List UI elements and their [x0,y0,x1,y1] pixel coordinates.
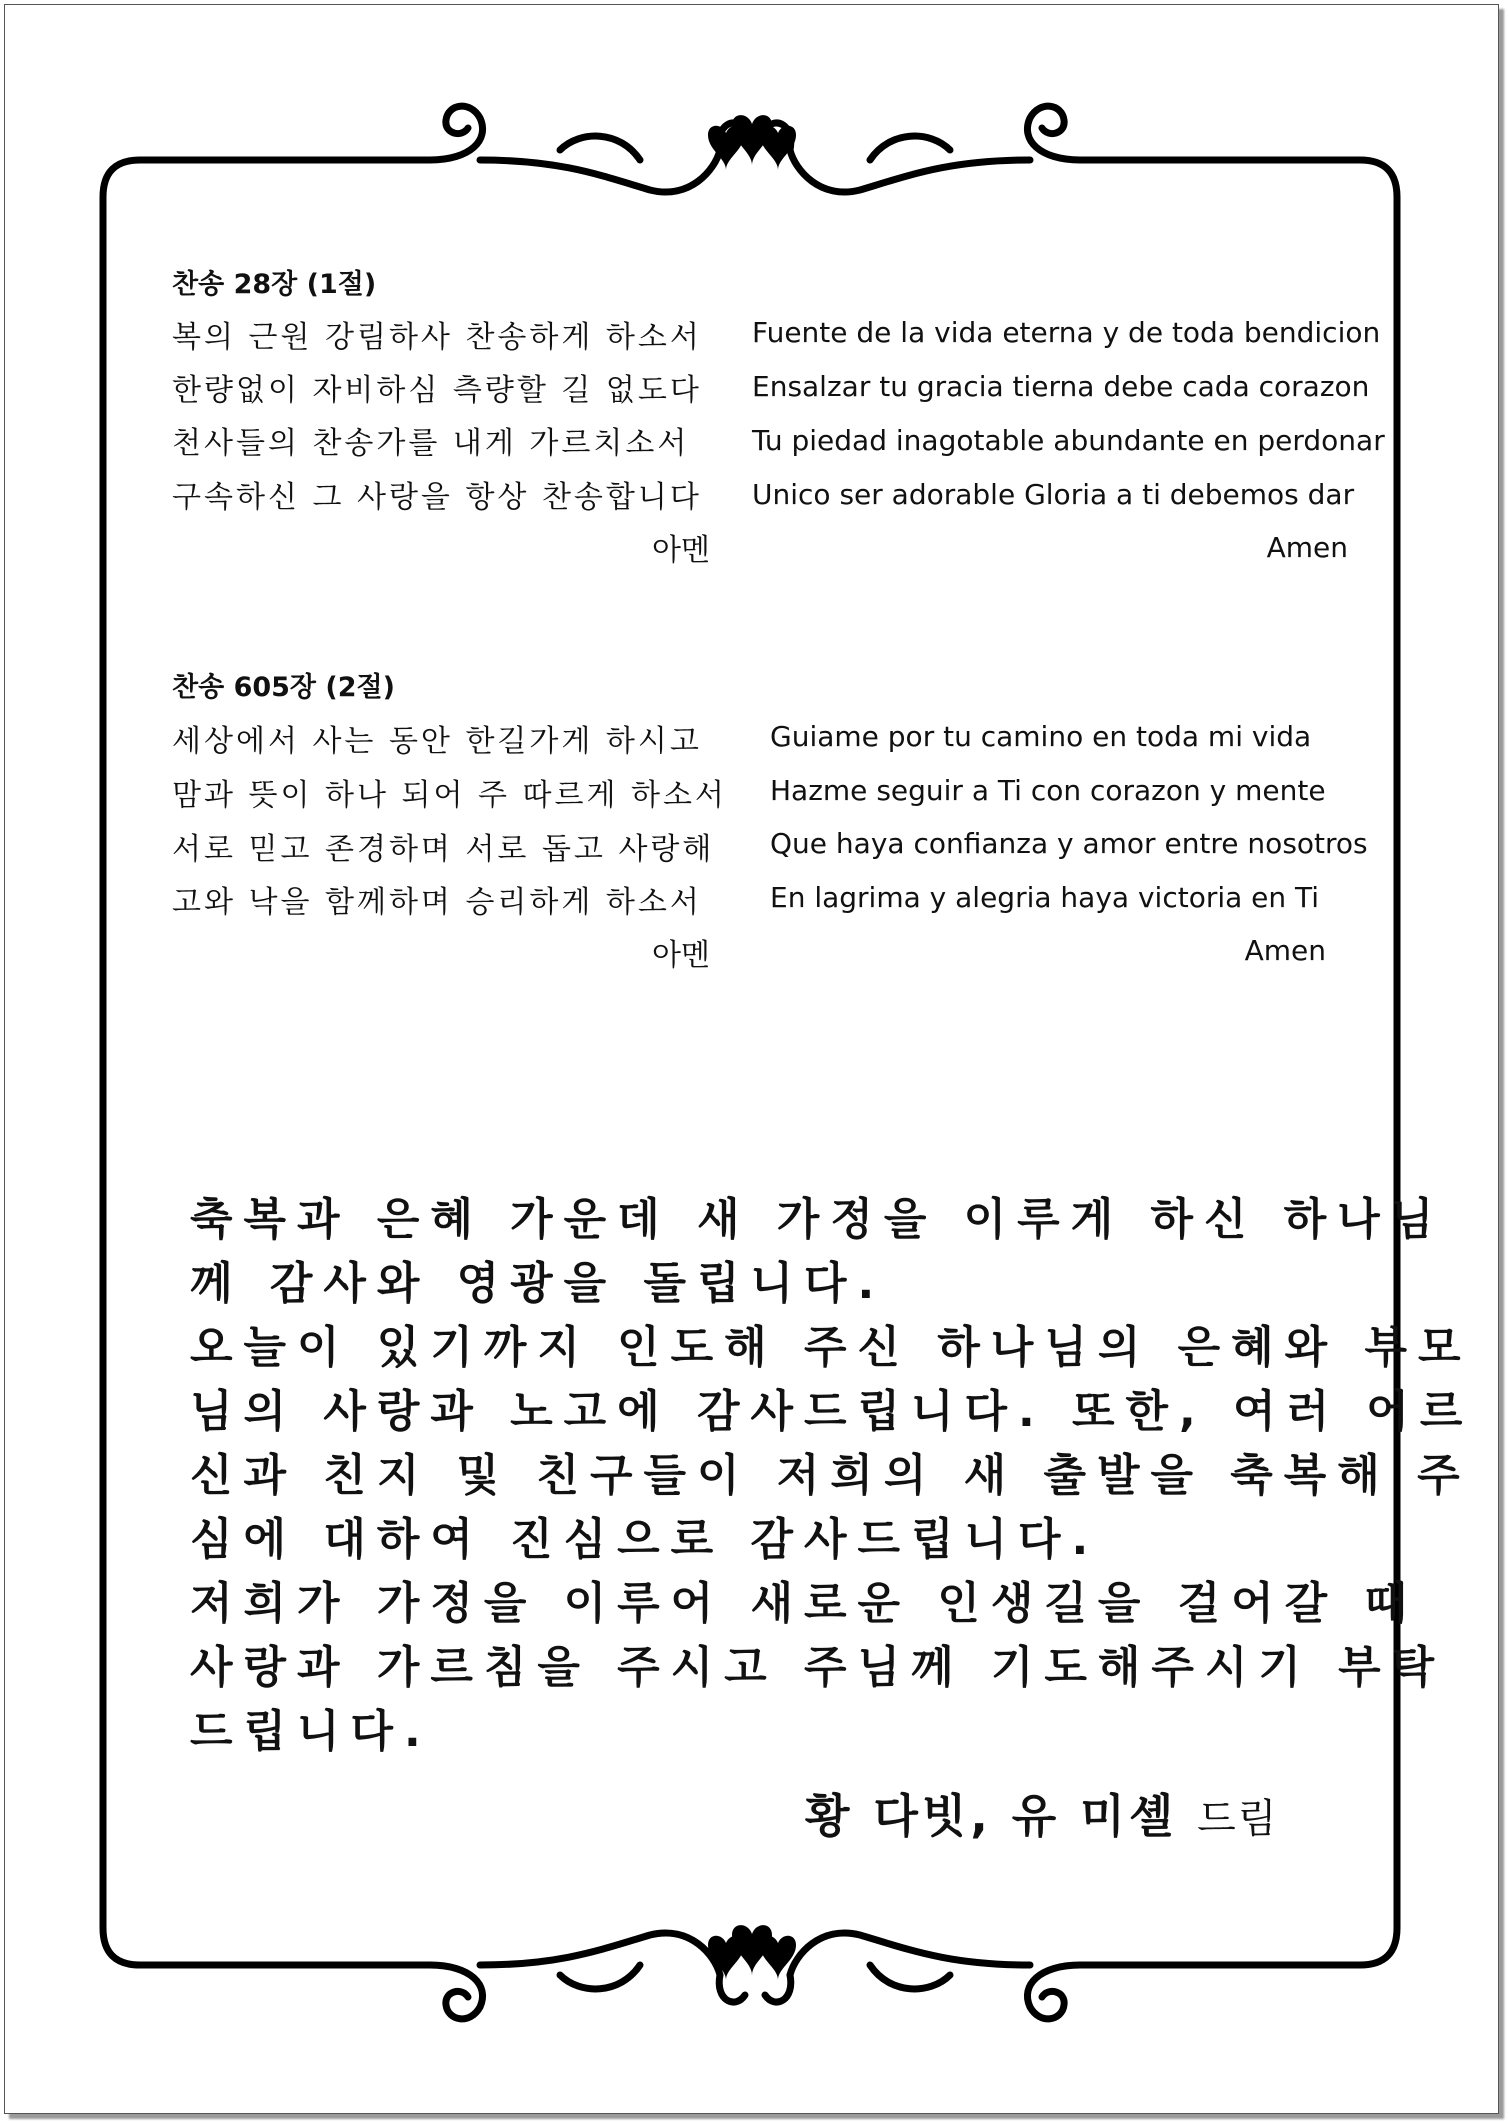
hymn1-spanish-line: Ensalzar tu gracia tierna debe cada corazon [752,370,1370,403]
message-line: 오늘이 있기까지 인도해 주신 하나님의 은혜와 부모 [190,1322,1472,1373]
message-line: 심에 대하여 진심으로 감사드립니다. [190,1514,1100,1565]
hymn2-spanish-line: En lagrima y alegria haya victoria en Ti [770,881,1320,914]
hymn2-korean-line: 맘과 뜻이 하나 되어 주 따르게 하소서 [172,778,727,813]
signature-names: 황 다빗, 유 미셸 [805,1789,1178,1843]
hymn2-korean-line: 세상에서 사는 동안 한길가게 하시고 [172,724,702,759]
hymn1-title: 찬송 28장 (1절) [172,269,377,300]
hymn2-korean-line: 서로 믿고 존경하며 서로 돕고 사랑해 [172,832,715,867]
hymn2-korean-amen: 아멘 [652,938,710,973]
message-line: 저희가 가정을 이루어 새로운 인생길을 걸어갈 때 [190,1578,1418,1629]
hymn1-korean-line: 구속하신 그 사랑을 항상 찬송합니다 [172,480,702,515]
message-line: 축복과 은혜 가운데 새 가정을 이루게 하신 하나님 [190,1194,1445,1245]
hymn1-spanish-line: Tu piedad inagotable abundante en perdonar [752,424,1385,457]
signature [805,1780,1278,1846]
hymn2-spanish-amen: Amen [1244,934,1326,967]
hymn2-korean-line: 고와 낙을 함께하며 승리하게 하소서 [172,885,702,920]
hymn1-spanish-line: Fuente de la vida eterna y de toda bendicion [752,316,1381,349]
message-line: 드립니다. [190,1706,432,1757]
hymn1-spanish-line: Unico ser adorable Gloria a ti debemos dar [752,478,1355,511]
signature-suffix: 드림 [1197,1796,1279,1842]
message-line: 님의 사랑과 노고에 감사드립니다. 또한, 여러 어르 [190,1386,1474,1437]
hymn2-spanish-line: Que haya confianza y amor entre nosotros [770,827,1368,860]
hymn2-spanish-line: Hazme seguir a Ti con corazon y mente [770,774,1326,807]
message-line: 께 감사와 영광을 돌립니다. [190,1258,886,1309]
hymn1-korean-line: 천사들의 찬송가를 내게 가르치소서 [172,426,690,461]
hymn2-title: 찬송 605장 (2절) [172,672,395,703]
message-line: 사랑과 가르침을 주시고 주님께 기도해주시기 부탁 [190,1642,1446,1693]
message-line: 신과 친지 및 친구들이 저희의 새 출발을 축복해 주 [190,1450,1471,1501]
hymn1-korean-line: 한량없이 자비하심 측량할 길 없도다 [172,373,702,408]
hymn1-korean-line: 복의 근원 강림하사 찬송하게 하소서 [172,320,702,355]
hymn1-spanish-amen: Amen [1266,531,1348,564]
hymn1-korean-amen: 아멘 [652,533,710,568]
hymn2-spanish-line: Guiame por tu camino en toda mi vida [770,720,1312,753]
